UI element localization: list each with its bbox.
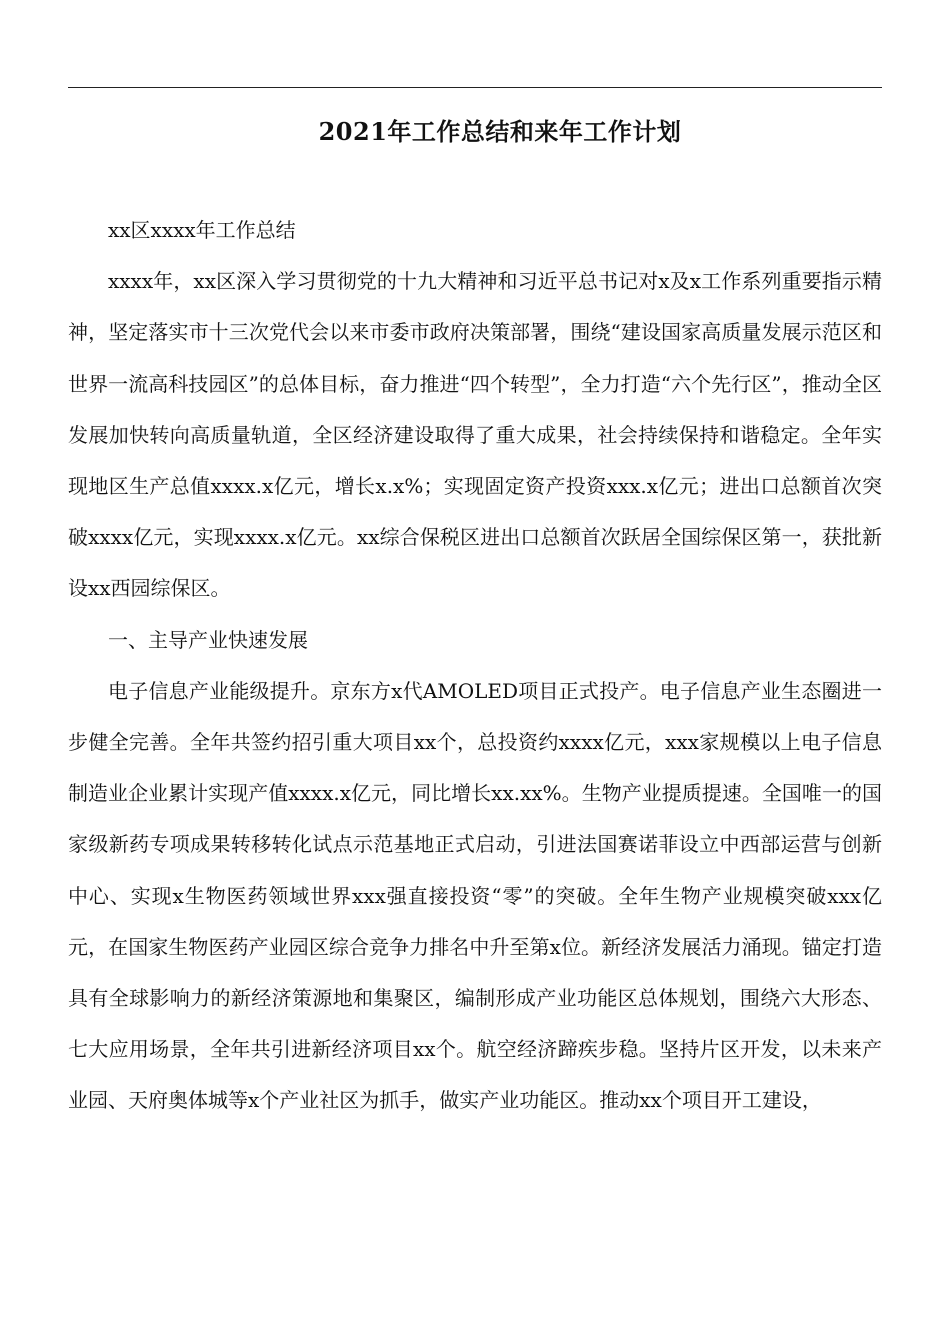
section-paragraph: 电子信息产业能级提升。京东方x代AMOLED项目正式投产。电子信息产业生态圈进一步健全完善。全年共签约招引重大项目xx个，总投资约xxxx亿元，xxx家规模以上电子信息制造业企业累计实现产值xxxx.x亿元，同比增长xx.xx%。生物产业提质提速。全国唯一的国家级新药专项成果转移转化试点示范基地正式启动，引进法国赛诺菲设立中西部运营与创新中心、实现x生物医药领域世界xxx强直接投资“零”的突破。全年生物产业规模突破xxx亿元，在国家生物医药产业园区综合竞争力排名中升至第x位。新经济发展活力涌现。锚定打造具有全球影响力的新经济策源地和集聚区，编制形成产业功能区总体规划，围绕六大形态、七大应用场景，全年共引进新经济项目xx个。航空经济蹄疾步稳。坚持片区开发，以未来产业园、天府奥体城等x个产业社区为抓手，做实产业功能区。推动xx个项目开工建设，	[68, 678, 882, 1113]
document-title: 2021年工作总结和来年工作计划	[318, 117, 682, 147]
header-rule	[68, 87, 882, 88]
section-heading: 一、主导产业快速发展	[108, 627, 308, 652]
document-subtitle: xx区xxxx年工作总结	[108, 218, 296, 242]
document-body	[68, 205, 882, 1127]
summary-paragraph: xxxx年，xx区深入学习贯彻党的十九大精神和习近平总书记对x及x工作系列重要指示精神，坚定落实市十三次党代会以来市委市政府决策部署，围绕“建设国家高质量发展示范区和世界一流高科技园区”的总体目标，奋力推进“四个转型”，全力打造“六个先行区”，推动全区发展加快转向高质量轨道，全区经济建设取得了重大成果，社会持续保持和谐稳定。全年实现地区生产总值xxxx.x亿元，增长x.x%；实现固定资产投资xxx.x亿元；进出口总额首次突破xxxx亿元，实现xxxx.x亿元。xx综合保税区进出口总额首次跃居全国综保区第一，获批新设xx西园综保区。	[68, 269, 882, 601]
